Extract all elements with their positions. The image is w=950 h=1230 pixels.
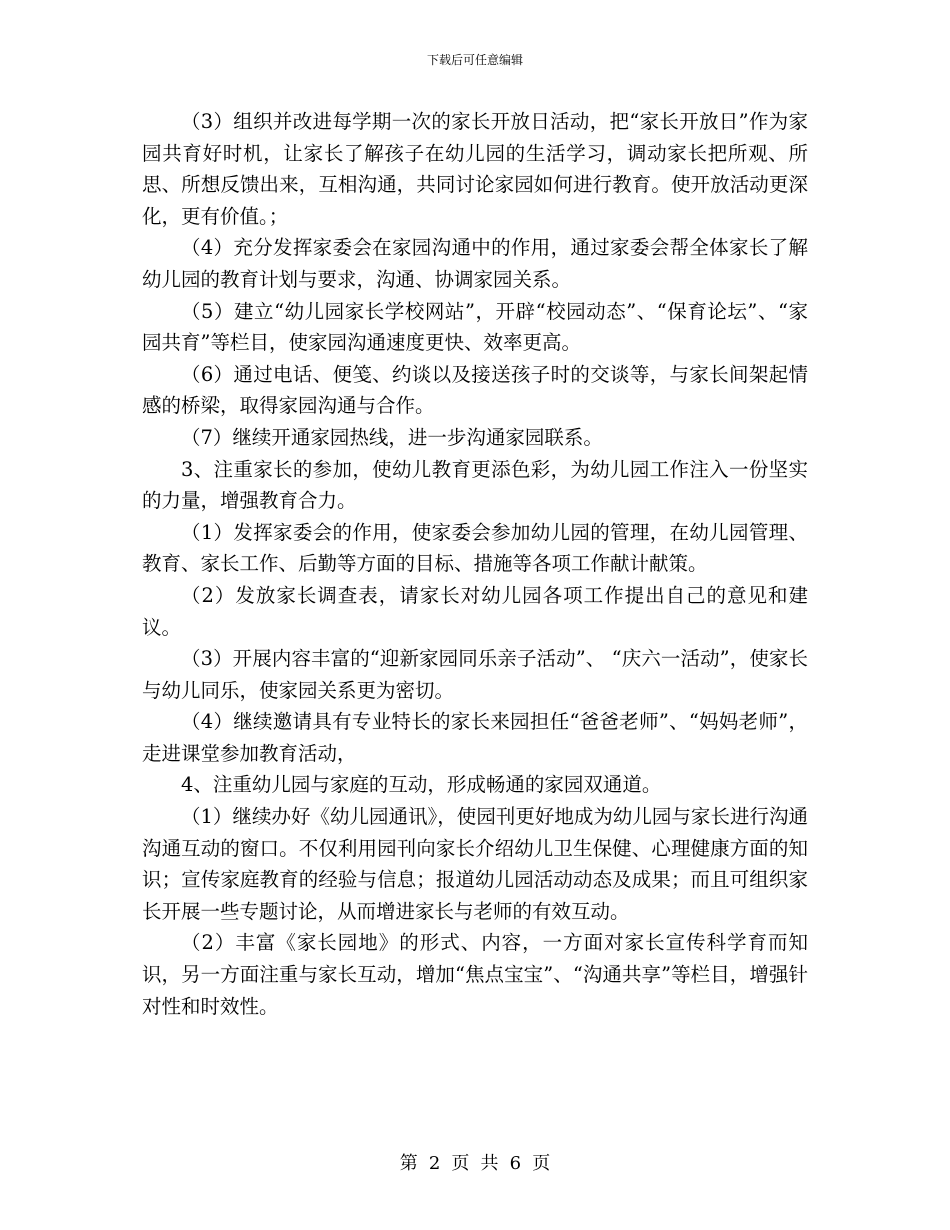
document-body xyxy=(142,106,808,1022)
paragraph: （3）开展内容丰富的“迎新家园同乐亲子活动”、 “庆六一活动”，使家长与幼儿同乐，使家园关系更为密切。 xyxy=(142,647,808,702)
paragraph: （6）通过电话、便笺、约谈以及接送孩子时的交谈等，与家长间架起情感的桥梁，取得家园沟通与合作。 xyxy=(142,362,808,418)
page-header: 下载后可任意编辑 xyxy=(426,53,523,67)
paragraph: （1）发挥家委会的作用，使家委会参加幼儿园的管理，在幼儿园管理、教育、家长工作、后勤等方面的目标、措施等各项工作献计献策。 xyxy=(142,520,808,576)
paragraph: （3）组织并改进每学期一次的家长开放日活动，把“家长开放日”作为家园共育好时机，让家长了解孩子在幼儿园的生活学习，调动家长把所观、所思、所想反馈出来，互相沟通，共同讨论家园如何进行教育。使开放活动更深化，更有价值。； xyxy=(142,110,808,228)
paragraph: （2）发放家长调查表，请家长对幼儿园各项工作提出自己的意见和建议。 xyxy=(142,583,808,639)
page-number: 第 2 页 共 6 页 xyxy=(399,1153,551,1174)
paragraph: 4、注重幼儿园与家庭的互动，形成畅通的家园双通道。 xyxy=(181,773,662,797)
paragraph: （2）丰富《家长园地》的形式、内容，一方面对家长宣传科学育而知识，另一方面注重与家长互动，增加“焦点宝宝”、“沟通共享”等栏目，增强针对性和时效性。 xyxy=(142,931,808,1018)
paragraph: （4）充分发挥家委会在家园沟通中的作用，通过家委会帮全体家长了解幼儿园的教育计划与要求，沟通、协调家园关系。 xyxy=(142,236,808,291)
paragraph: 3、注重家长的参加，使幼儿教育更添色彩，为幼儿园工作注入一份坚实的力量，增强教育合力。 xyxy=(142,457,808,513)
paragraph: （5）建立“幼儿园家长学校网站”，开辟“校园动态”、“保育论坛”、“家园共育”等栏目，使家园沟通速度更快、效率更高。 xyxy=(142,299,808,355)
paragraph: （4）继续邀请具有专业特长的家长来园担任“爸爸老师”、“妈妈老师”，走进课堂参加教育活动， xyxy=(142,710,808,765)
paragraph: （7）继续开通家园热线，进一步沟通家园联系。 xyxy=(181,425,603,449)
paragraph: （1）继续办好《幼儿园通讯》，使园刊更好地成为幼儿园与家长进行沟通沟通互动的窗口。不仅利用园刊向家长介绍幼儿卫生保健、心理健康方面的知识；宣传家庭教育的经验与信息；报道幼儿园活动动态及成果；而且可组织家长开展一些专题讨论，从而增进家长与老师的有效互动。 xyxy=(142,805,808,923)
